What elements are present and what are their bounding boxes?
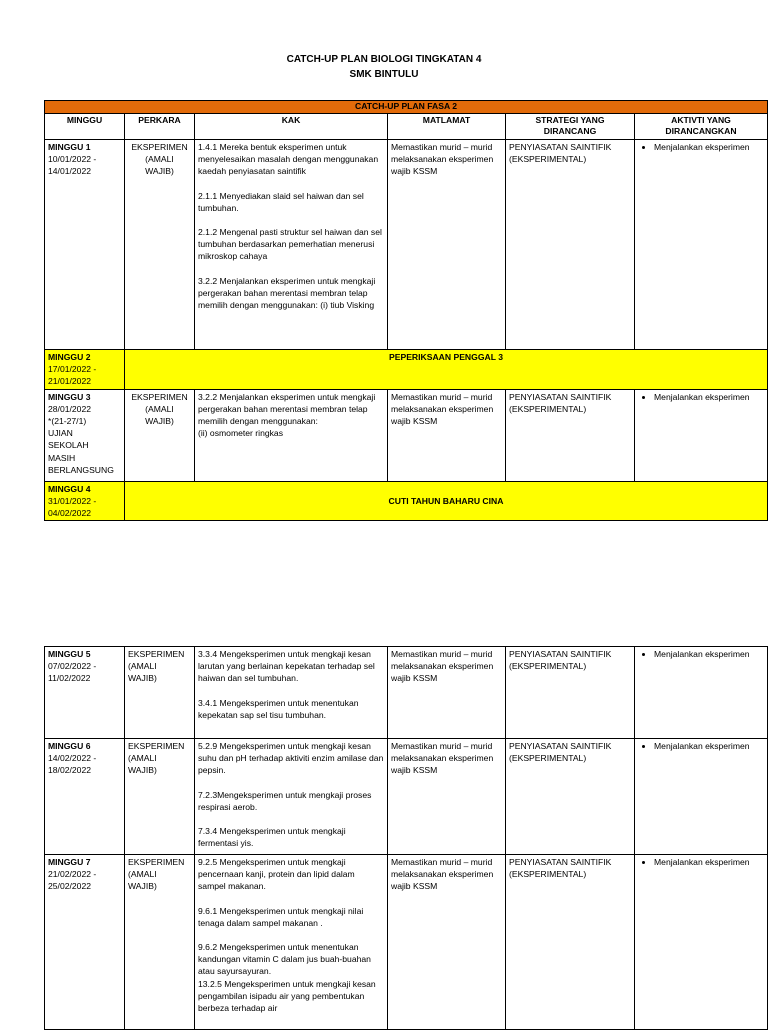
week-cell	[45, 855, 125, 1030]
aktiviti-cell	[635, 389, 768, 481]
week-dates: 28/01/2022 *(21-27/1) UJIAN SEKOLAH MASIH BERLANGSUNG	[48, 403, 114, 475]
week-cell	[45, 389, 125, 481]
week-dates: 10/01/2022 - 14/01/2022	[48, 154, 97, 177]
header-strategi: STRATEGI YANG DIRANCANG	[506, 114, 635, 140]
aktiviti-list	[638, 391, 764, 403]
kak-item: 5.2.9 Mengeksperimen untuk mengkaji kesan suhu dan pH terhadap aktiviti enzim amilase dan pepsin.	[198, 741, 384, 776]
strategi-cell: PENYIASATAN SAINTIFIK (EKSPERIMENTAL)	[506, 647, 635, 739]
kak-item: 9.6.2 Mengeksperimen untuk menentukan kandungan vitamin C dalam jus buah-buahan atau sayursayuran. 13.2.5 Mengeksperimen untuk mengkaji kesan pengambilan isipadu air yang pembentukan berbeza terhadap air	[198, 942, 376, 1014]
aktiviti-list	[638, 740, 764, 752]
kak-item: 7.2.3Mengeksperimen untuk mengkaji proses respirasi aerob.	[198, 789, 372, 812]
header-minggu: MINGGU	[45, 114, 125, 140]
plan-phase-banner: CATCH-UP PLAN FASA 2	[45, 101, 768, 114]
exam-banner: PEPERIKSAAN PENGGAL 3	[125, 350, 768, 390]
week-dates: 14/02/2022 - 18/02/2022	[48, 753, 97, 776]
header-perkara: PERKARA	[125, 114, 195, 140]
week-label: MINGGU 1	[48, 142, 91, 152]
week-cell	[45, 350, 125, 390]
week-dates: 17/01/2022 - 21/01/2022	[48, 364, 97, 387]
table-row	[45, 855, 768, 1030]
aktiviti-item: • Menjalankan eksperimen	[654, 856, 764, 868]
aktiviti-item: • Menjalankan eksperimen	[654, 391, 764, 403]
matlamat-cell: Memastikan murid – murid melaksanakan eksperimen wajib KSSM	[388, 739, 506, 855]
header-kak: KAK	[195, 114, 388, 140]
week-dates: 07/02/2022 - 11/02/2022	[48, 661, 97, 684]
matlamat-cell: Memastikan murid – murid melaksanakan eksperimen wajib KSSM	[388, 647, 506, 739]
kak-item: 2.1.2 Mengenal pasti struktur sel haiwan dan sel tumbuhan berdasarkan pemerhatian menerusi mikroskop cahaya	[198, 227, 382, 262]
aktiviti-cell	[635, 739, 768, 855]
aktiviti-cell	[635, 855, 768, 1030]
header-aktiviti: AKTIVTI YANG DIRANCANGKAN	[635, 114, 768, 140]
strategi-cell: PENYIASATAN SAINTIFIK (EKSPERIMENTAL)	[506, 140, 635, 350]
kak-item: 9.6.1 Mengeksperimen untuk mengkaji nilai tenaga dalam sampel makanan .	[198, 905, 364, 928]
kak-item: 9.2.5 Mengeksperimen untuk mengkaji pencernaan kanji, protein dan lipid dalam sampel makanan.	[198, 857, 355, 892]
strategi-cell: PENYIASATAN SAINTIFIK (EKSPERIMENTAL)	[506, 855, 635, 1030]
perkara-cell: EKSPERIMEN (AMALI WAJIB)	[125, 855, 195, 1030]
aktiviti-cell	[635, 647, 768, 739]
aktiviti-item: • Menjalankan eksperimen	[654, 648, 764, 660]
week-cell	[45, 481, 125, 521]
table-row	[45, 350, 768, 390]
kak-cell	[195, 855, 388, 1030]
perkara-cell: EKSPERIMEN (AMALI WAJIB)	[125, 647, 195, 739]
perkara-cell: EKSPERIMEN (AMALI WAJIB)	[125, 389, 195, 481]
week-cell	[45, 739, 125, 855]
matlamat-cell: Memastikan murid – murid melaksanakan eksperimen wajib KSSM	[388, 140, 506, 350]
header-matlamat: MATLAMAT	[388, 114, 506, 140]
week-label: MINGGU 4	[48, 483, 91, 494]
holiday-banner: CUTI TAHUN BAHARU CINA	[125, 481, 768, 521]
document-title: CATCH-UP PLAN BIOLOGI TINGKATAN 4	[286, 54, 482, 65]
school-name: SMK BINTULU	[349, 69, 419, 80]
week-cell	[45, 647, 125, 739]
aktiviti-list	[638, 141, 764, 153]
week-label: MINGGU 5	[48, 649, 91, 659]
perkara-cell: EKSPERIMEN (AMALI WAJIB)	[125, 739, 195, 855]
catch-up-plan-table	[44, 100, 768, 521]
kak-cell	[195, 140, 388, 350]
perkara-cell: EKSPERIMEN (AMALI WAJIB)	[125, 140, 195, 350]
kak-item: 3.4.1 Mengeksperimen untuk menentukan kepekatan sap sel tisu tumbuhan.	[198, 697, 359, 720]
matlamat-cell: Memastikan murid – murid melaksanakan eksperimen wajib KSSM	[388, 855, 506, 1030]
week-dates: 31/01/2022 - 04/02/2022	[48, 495, 97, 519]
table-row	[45, 140, 768, 350]
week-label: MINGGU 3	[48, 391, 91, 402]
kak-cell	[195, 647, 388, 739]
kak-item: 7.3.4 Mengeksperimen untuk mengkaji fermentasi yis.	[198, 826, 346, 849]
aktiviti-list	[638, 856, 764, 868]
table-row	[45, 481, 768, 521]
aktiviti-item: • Menjalankan eksperimen	[654, 141, 764, 153]
strategi-cell: PENYIASATAN SAINTIFIK (EKSPERIMENTAL)	[506, 389, 635, 481]
week-label: MINGGU 6	[48, 741, 91, 751]
week-dates: 21/02/2022 - 25/02/2022	[48, 869, 97, 892]
table-row	[45, 739, 768, 855]
matlamat-cell: Memastikan murid – murid melaksanakan eksperimen wajib KSSM	[388, 389, 506, 481]
aktiviti-cell	[635, 140, 768, 350]
table-row	[45, 389, 768, 481]
aktiviti-list	[638, 648, 764, 660]
kak-item: 3.2.2 Menjalankan eksperimen untuk mengkaji pergerakan bahan merentasi membran telap memilih dengan menggunakan: (i) tiub Visking	[198, 275, 376, 311]
week-label: MINGGU 2	[48, 352, 91, 362]
week-label: MINGGU 7	[48, 857, 91, 867]
aktiviti-item: • Menjalankan eksperimen	[654, 740, 764, 752]
kak-item: 3.3.4 Mengeksperimen untuk mengkaji kesan larutan yang berlainan kepekatan terhadap sel haiwan dan sel tumbuhan.	[198, 649, 375, 684]
kak-item: 2.1.1 Menyediakan slaid sel haiwan dan sel tumbuhan.	[198, 190, 364, 213]
kak-cell: 3.2.2 Menjalankan eksperimen untuk mengkaji pergerakan bahan merentasi membran telap memilih dengan menggunakan: (ii) osmometer ringkas	[195, 389, 388, 481]
table-row	[45, 647, 768, 739]
catch-up-plan-table-continued	[44, 646, 768, 1030]
kak-item: 1.4.1 Mereka bentuk eksperimen untuk menyelesaikan masalah dengan menggunakan kaedah penyiasatan saintifik	[198, 142, 379, 177]
week-cell	[45, 140, 125, 350]
kak-cell	[195, 739, 388, 855]
strategi-cell: PENYIASATAN SAINTIFIK (EKSPERIMENTAL)	[506, 739, 635, 855]
